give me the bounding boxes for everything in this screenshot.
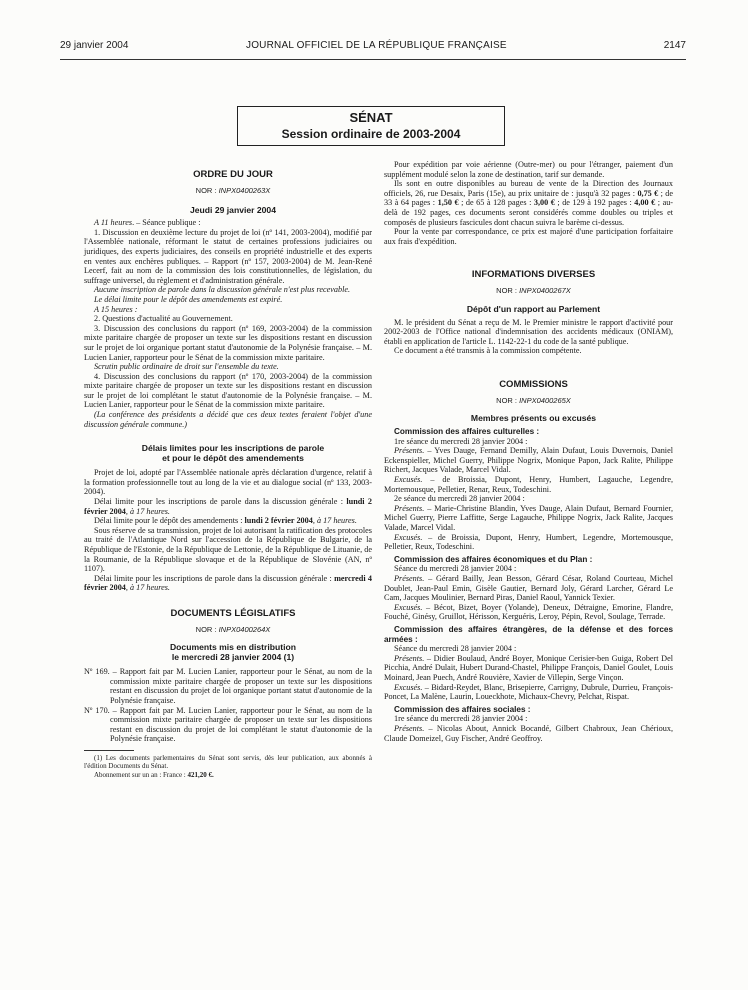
seance-day: Jeudi 29 janvier 2004 — [190, 205, 276, 216]
tarif-para-1: Pour expédition par voie aérienne (Outre-mer) ou pour l'étranger, paiement d'un supplément modulé selon la zone de destination, tarif sur demande. — [384, 160, 673, 179]
item-4-note: (La conférence des présidents a décidé que ces deux textes feraient l'objet d'une discussion générale commune.) — [84, 410, 372, 429]
item-3: 3. Discussion des conclusions du rapport (nº 169, 2003-2004) de la commission mixte paritaire chargée de proposer un texte sur les dispositions restant en discussion sur le projet de loi organique portant statut d'autonomie de la Polynésie française. – M. Lucien Lanier, rapporteur pour le Sénat de la commission mixte paritaire. — [84, 323, 372, 362]
commission-culturelles-presents-2: Présents. – Marie-Christine Blandin, Yves Dauge, Alain Dufaut, Bernard Fournier, Michel Guerry, Pierre Laffitte, Serge Lagauche, Philippe Nogrix, Jack Ralite, Jacques Valade, Marcel Vidal. — [384, 503, 673, 533]
commission-economiques-excuses: Excusés. – Bécot, Bizet, Boyer (Yolande), Deneux, Détraigne, Emorine, Flandre, Fouché, Ginésy, Gruillot, Hérisson, Kerguéris, Leroy, Pépin, Revol, Soulage, Terrade. — [384, 602, 673, 622]
delais-para-2: Délai limite pour les inscriptions de parole dans la discussion générale : lundi 2 février 2004, à 17 heures. — [84, 497, 372, 516]
commission-culturelles-seance-2: 2e séance du mercredi 28 janvier 2004 : — [394, 494, 525, 504]
commission-culturelles-seance-1: 1re séance du mercredi 28 janvier 2004 : — [394, 436, 528, 446]
item-1: 1. Discussion en deuxième lecture du projet de loi (nº 141, 2003-2004), modifié par l'Assemblée nationale, réformant le statut de certaines professions judiciaires ou juridiques, des experts judiciaires, des conseils en propriété industrielle et des experts en ventes aux enchères publiques. – Rapport (nº 157, 2003-2004) de M. Jean-René Lecerf, fait au nom de la commission des lois constitutionnelles, de législation, du suffrage universel, du règlement et d'administration générale. — [84, 227, 372, 285]
commission-culturelles-excuses-1: Excusés. – de Broissia, Dupont, Henry, Humbert, Lagauche, Legendre, Mortemousque, Pelletier, Renar, Reux, Todeschini. — [384, 475, 673, 494]
footnote-2: Abonnement sur un an : France : 421,20 €. — [94, 770, 214, 779]
depot-para-1: M. le président du Sénat a reçu de M. le Premier ministre le rapport d'activité pour 2002-2003 de l'Office national d'indemnisation des accidents médicaux (ONIAM), établi en application de l'article L. 1142-22-1 du code de la santé publique. — [384, 317, 673, 346]
commission-culturelles-title: Commission des affaires culturelles : — [394, 427, 540, 437]
title-box — [237, 106, 505, 146]
right-column — [384, 160, 673, 743]
depot-heading: Dépôt d'un rapport au Parlement — [466, 303, 601, 314]
membres-heading: Membres présents ou excusés — [470, 413, 597, 424]
ordre-du-jour-heading: ORDRE DU JOUR — [193, 169, 273, 180]
page-header — [60, 40, 686, 54]
documents-heading: DOCUMENTS LÉGISLATIFS — [170, 607, 296, 619]
header-journal-title: JOURNAL OFFICIEL DE LA RÉPUBLIQUE FRANÇAISE — [246, 40, 507, 51]
ordre-nor: NOR : INPX0400263X — [195, 185, 271, 195]
item-1-note-1: Aucune inscription de parole dans la discussion générale n'est plus recevable. — [94, 285, 351, 295]
commission-etrangeres-excuses: Excusés. – Bidard-Reydet, Blanc, Brisepierre, Carrigny, Dubrule, Durrieu, François-Poncet, La Malène, Laurin, Loueckhote, Michaux-Chevry, Pelchat, Rispat. — [384, 682, 673, 702]
session-title: Session ordinaire de 2003-2004 — [281, 127, 461, 141]
left-column — [84, 160, 372, 779]
documents-sub-1: Documents mis en distribution — [169, 642, 297, 653]
delais-heading-1: Délais limites pour les inscriptions de parole — [141, 443, 325, 454]
commission-etrangeres-presents: Présents. – Didier Boulaud, André Boyer, Monique Cerisier-ben Guiga, Robert Del Picchia, André Dulait, Hubert Durand-Chastel, Philippe François, Daniel Goulet, Louis Moinard, Jean Puech, André Rouvière, Xavier de Villepin, Serge Vinçon. — [384, 653, 673, 682]
informations-heading: INFORMATIONS DIVERSES — [471, 269, 596, 281]
delais-para-4: Sous réserve de sa transmission, projet de loi autorisant la ratification des protocoles au traité de l'Atlantique Nord sur l'accession de la République de Bulgarie, de la République de l'Estonie, de la République de Lettonie, de la République de Lituanie, de la Roumanie, de la République slovaque et de la République de Slovénie (AN, nº 1107). — [84, 525, 372, 574]
commissions-nor: NOR : INPX0400265X — [496, 395, 571, 405]
commission-economiques-title: Commission des affaires économiques et du Plan : — [394, 554, 593, 564]
item-4: 4. Discussion des conclusions du rapport (nº 170, 2003-2004) de la commission mixte paritaire chargée de proposer un texte sur les dispositions restant en discussion sur le projet de loi complétant le statut d'autonomie de la Polynésie française. – M. Lucien Lanier, rapporteur pour le Sénat de la commission mixte paritaire. — [84, 371, 372, 410]
header-date: 29 janvier 2004 — [60, 40, 129, 51]
delais-heading-2: et pour le dépôt des amendements — [162, 453, 304, 464]
tarif-para-2: Ils sont en outre disponibles au bureau de vente de la Direction des Journaux officiels, 26, rue Desaix, Paris (15e), au prix unitaire de : jusqu'à 32 pages : 0,75 € ; de 33 à 64 pages : 1,50 € ; de 65 à 128 pages : 3,00 € ; de 129 à 192 pages : 4,00 € ; au-delà de 192 pages, ces documents seront considérés comme doubles ou triples et composés de plusieurs fascicules dont chacun suivra le barème ci-dessus. — [384, 179, 674, 227]
depot-para-2: Ce document a été transmis à la commission compétente. — [394, 346, 582, 356]
commission-culturelles-presents-1: Présents. – Yves Dauge, Fernand Demilly, Alain Dufaut, Louis Duvernois, Daniel Eckenspieller, Michel Guerry, Philippe Nogrix, Monique Papon, Jack Ralite, Philippe Richert, Jacques Valade, Marcel Vidal. — [384, 446, 673, 475]
documents-nor: NOR : INPX0400264X — [195, 624, 271, 634]
commission-sociales-title: Commission des affaires sociales : — [394, 704, 531, 714]
commission-economiques-presents: Présents. – Gérard Bailly, Jean Besson, Gérard César, Roland Courteau, Michel Doublet, Jean-Paul Emin, Gisèle Gautier, Bernard Joly, Gérard Larcher, Gérard Le Cam, Jacques Moulinier, Bernard Piras, Daniel Raoul, Yannick Texier. — [384, 574, 673, 603]
commission-etrangeres-seance: Séance du mercredi 28 janvier 2004 : — [394, 644, 517, 654]
item-1-note-2: Le délai limite pour le dépôt des amendements est expiré. — [94, 294, 283, 304]
commission-economiques-seance: Séance du mercredi 28 janvier 2004 : — [394, 564, 517, 574]
tarif-para-3: Pour la vente par correspondance, ce prix est majoré d'une participation forfaitaire aux frais d'expédition. — [384, 227, 673, 246]
commission-sociales-seance: 1re séance du mercredi 28 janvier 2004 : — [394, 714, 528, 724]
commission-etrangeres-title: Commission des affaires étrangères, de la défense et des forces armées : — [384, 624, 673, 644]
header-page-number: 2147 — [663, 40, 686, 51]
commission-culturelles-excuses-2: Excusés. – de Broissia, Dupont, Henry, Humbert, Legendre, Mortemousque, Pelletier, Reux, Todeschini. — [384, 532, 673, 552]
delais-para-5: Délai limite pour les inscriptions de parole dans la discussion générale : mercredi 4 février 2004, à 17 heures. — [84, 573, 373, 593]
documents-sub-2: le mercredi 28 janvier 2004 (1) — [171, 652, 295, 663]
header-rule — [60, 59, 686, 60]
document-169: Nº 169. – Rapport fait par M. Lucien Lanier, rapporteur pour le Sénat, au nom de la commission mixte paritaire chargée de proposer un texte sur les dispositions restant en discussion du projet de loi organique portant statut d'autonomie de la Polynésie française. — [84, 667, 372, 705]
commission-sociales-presents: Présents. – Nicolas About, Annick Bocandé, Gilbert Chabroux, Jean Chérioux, Claude Domeizel, Guy Fischer, André Geoffroy. — [384, 723, 673, 743]
delais-para-3: Délai limite pour le dépôt des amendements : lundi 2 février 2004, à 17 heures. — [94, 516, 357, 526]
delais-para-1: Projet de loi, adopté par l'Assemblée nationale après déclaration d'urgence, relatif à la formation professionnelle tout au long de la vie et au dialogue social (nº 133, 2003-2004). — [84, 468, 372, 497]
senat-title: SÉNAT — [349, 110, 393, 125]
item-3-note: Scrutin public ordinaire de droit sur l'ensemble du texte. — [94, 362, 279, 372]
document-170: Nº 170. – Rapport fait par M. Lucien Lanier, rapporteur pour le Sénat, au nom de la commission mixte paritaire chargée de proposer un texte sur les dispositions restant en discussion du projet de loi complétant le statut d'autonomie de la Polynésie française. — [84, 705, 372, 744]
informations-nor: NOR : INPX0400267X — [496, 285, 571, 295]
item-2: 2. Questions d'actualité au Gouvernement. — [94, 314, 233, 324]
footnote-rule — [84, 750, 134, 751]
footnote-1: (1) Les documents parlementaires du Sénat sont servis, dès leur publication, aux abonnés à l'édition Documents du Sénat. — [84, 753, 372, 771]
time-15h: A 15 heures : — [94, 304, 138, 314]
commissions-heading: COMMISSIONS — [499, 378, 568, 390]
seance-time: A 11 heures. – Séance publique : — [94, 218, 201, 228]
